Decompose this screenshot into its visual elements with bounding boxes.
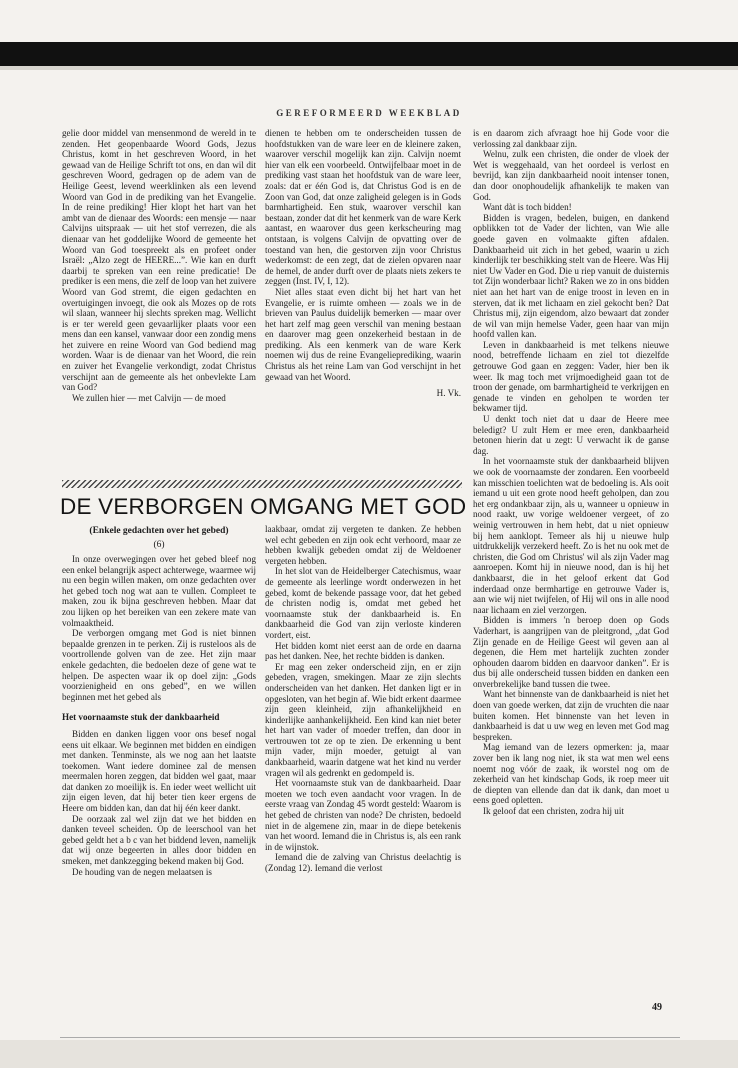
paragraph: Iemand die de zalving van Christus deelachtig is (Zondag 12). Iemand die verlost <box>265 852 461 873</box>
running-head: GEREFORMEERD WEEKBLAD <box>276 108 462 118</box>
article-column-2 <box>265 524 461 1024</box>
article-column-3 <box>473 128 669 1028</box>
paragraph: In onze overwegingen over het gebed bleef nog een enkel belangrijk aspect achterwege, waarmee wij nu een begin willen maken, om onze gedachten over het gebed toch nog wat aan te vullen. Compleet te maken, zou ik bijna geschreven hebben. Maar dat zou lijken op het bereiken van een zekere mate van volmaaktheid. <box>62 554 256 628</box>
paragraph: Leven in dankbaarheid is met telkens nieuwe nood, betreffende lichaam en ziel tot diezelfde getrouwe God gaan en zeggen: Vader, hier ben ik weer. Ik mag toch met vrijmoedigheid gaan tot de troon der genade, om barmhartigheid te verkrijgen en genade te vinden en geholpen te worden ter bekwamer tijd. <box>473 339 669 414</box>
paragraph: Er mag een zeker onderscheid zijn, en er zijn gebeden, vragen, smekingen. Maar ze zijn slechts onderscheiden van het danken. Het danken ligt er in opgesloten, van het begin af. Wie bidt erkent daarmee zijn geen kleinheid, zijn afhankelijkheid en kinderlijke aanhankelijkheid. Een kind kan niet beter het hart van vader of moeder treffen, dan door in vertrouwen tot ze op te zien. De erkenning u bent mijn vader, mijn moeder, getuigt al van dankbaarheid, waarin datgene wat het kind nu verder vragen wil als gedrenkt en gedompeld is. <box>265 661 461 778</box>
paragraph: De houding van de negen melaatsen is <box>72 866 212 877</box>
article-title: DE VERBORGEN OMGANG MET GOD <box>60 494 467 519</box>
page-number: 49 <box>652 1002 662 1013</box>
paragraph: Bidden is vragen, bedelen, buigen, en dankend opblikken tot de Vader der lichten, van Wie alle goede gaven en volmaakte giften afdalen. Dankbaarheid uit zich in het gebed, waarin u zich kinderlijk ter beschikking stelt van de Heere. Was Hij niet Uw Vader en God. Die u riep vanuit de duisternis tot Zijn wonderbaar licht? Raken we zo in ons bidden niet aan het hart van de enige troost in leven en in sterven, dat ik met lichaam en ziel gekocht ben? Dat Christus mij, zijn eigendom, alzo bewaart dat zonder de wil van mijn hemelse Vader, geen haar van mijn hoofd vallen kan. <box>473 212 669 340</box>
paragraph: dienen te hebben om te onderscheiden tussen de hoofdstukken van de ware leer en de kleinere zaken, waarover verschil mogelijk kan zijn. Calvijn noemt hier van elk een voorbeeld. Ontwijfelbaar moet in de prediking vast staan het hoofdstuk van de ware leer, zoals: dat er één God is, dat Christus God is en de Zoon van God, dat onze zaligheid gelegen is in Gods barmhartigheid. Een stuk, waarover verschil kan bestaan, zonder dat dit het kenmerk van de ware Kerk aantast, en waarover dus geen kerkscheuring mag ontstaan, is volgens Calvijn de opvatting over de toestand van hen, die gestorven zijn voor Christus wederkomst: de een zegt, dat de zielen opvaren naar de hemel, de ander durft over de plaats niets zekers te zeggen (Inst. IV, I, 12). <box>265 128 461 287</box>
paragraph: Mag iemand van de lezers opmerken: ja, maar zover ben ik lang nog niet, ik sta wat men wel eens noemt nog vóór de zaak, ik worstel nog om de zekerheid van het kindschap Gods, ik roep meer uit de diepten van ellende dan dat ik dank, dan moet u eens goed opletten. <box>473 742 669 806</box>
top-black-band <box>0 42 738 66</box>
bottom-margin <box>0 1040 738 1068</box>
paragraph: Het bidden komt niet eerst aan de orde en daarna pas het danken. Nee, het rechte bidden is danken. <box>265 640 461 662</box>
paragraph: Want het binnenste van de dankbaarheid is niet het doen van goede werken, dat zijn de vruchten die naar buiten komen. Het binnenste van het leven in dankbaarheid is dat u uw weg en leven met God mag bespreken. <box>473 689 669 742</box>
paragraph: We zullen hier — met Calvijn — de moed <box>72 392 226 403</box>
top-article-column-2 <box>265 128 461 478</box>
article-subtitle: (Enkele gedachten over het gebed) <box>89 526 229 536</box>
wavy-divider <box>62 480 462 488</box>
paragraph: Het voornaamste stuk van de dankbaarheid. Daar moeten we toch even aandacht voor vragen. In de eerste vraag van Zondag 45 wordt gesteld: Waarom is het gebed de christen van node? De christen, bedoeld niet in de algemene zin, maar in de diepe betekenis van het woord. Iemand die in Christus is, als een rank in de wijnstok. <box>265 778 461 852</box>
paragraph: Niet alles staat even dicht bij het hart van het Evangelie, er is ruimte omheen — zoals we in de brieven van Paulus duidelijk bemerken — maar over het hart zelf mag geen verschil van mening bestaan en daarover mag geen onzekerheid bestaan in de prediking. Als een kenmerk van de ware Kerk noemen wij dus de reine Evangelieprediking, waarin Christus als het reine Lam van God verschijnt in het gewaad van het Woord. <box>265 286 461 382</box>
paragraph: Welnu, zulk een christen, die onder de vloek der Wet is weggehaald, van het oordeel is verlost en bevrijd, kan zijn dankbaarheid nooit intenser tonen, dan door onophoudelijk afhankelijk te maken van God. <box>473 149 669 202</box>
article-column-1 <box>62 554 256 1024</box>
section-heading: Het voornaamste stuk der dankbaarheid <box>62 712 220 723</box>
paragraph: De oorzaak zal wel zijn dat we het bidden en danken teveel scheiden. Op de leerschool van het gebed geldt het a b c van het biddend leven, namelijk dat wij onze begeerten in alles door bidden en smeken, met dankzegging bekend maken bij God. <box>62 813 256 867</box>
paragraph: Want dàt is toch bidden! <box>483 202 572 213</box>
author-signature: H. Vk. <box>436 388 461 399</box>
paragraph: Bidden is immers 'n beroep doen op Gods Vaderhart, is aangrijpen van de pleitgrond, „dat God Zijn genade en de Heilige Geest wil geven aan al degenen, die Hem met hartelijk zuchten zonder ophouden daarom bidden en daarvoor danken”. Er is dus bij alle onderscheid tussen bidden en danken een onverbrekelijke band tussen die twee. <box>473 615 669 689</box>
paragraph: In het slot van de Heidelberger Catechismus, waar de gemeente als leerlinge wordt onderwezen in het gebed, komt de bekende passage voor, dat het gebed de christen nodig is, omdat met gebed het voornaamste stuk der dankbaarheid is. En dankbaarheid die God van zijn verloste kinderen vordert, eist. <box>265 566 461 640</box>
bottom-rule <box>60 1037 680 1038</box>
paragraph: Bidden en danken liggen voor ons besef nogal eens uit elkaar. We beginnen met bidden en eindigen met danken. Tenminste, als we nog aan het laatste toekomen. Want iedere dominee zal de mensen meermalen horen zeggen, dat bidden wel gaat, maar dat danken zo moeilijk is. En ieder weet wellicht uit zijn eigen leven, dat hij beter tien keer ergens de Heere om bidden kan, dan dat hij één keer dankt. <box>62 728 256 814</box>
paragraph: laakbaar, omdat zij vergeten te danken. Ze hebben wel echt gebeden en zijn ook echt verhoord, maar ze hebben kwalijk gebeden omdat zij de Weldoener vergeten hebben. <box>265 524 461 566</box>
paragraph: De verborgen omgang met God is niet binnen bepaalde grenzen in te perken. Zij is rusteloos als de voortrollende golven van de zee. Het zijn maar enkele gedachten, die bedoelen deze of gene wat te helpen. De aspecten waar ik op doel zijn: „Gods voorzienigheid en ons gebed”, en we willen beginnen met het gebed als <box>62 628 256 702</box>
top-article-column-1 <box>62 128 256 476</box>
paragraph: Ik geloof dat een christen, zodra hij uit <box>483 806 624 816</box>
paragraph: gelie door middel van mensenmond de wereld in te zenden. Het geopenbaarde Woord Gods, Jezus Christus, komt in het geschreven Woord, in het gewaad van de Heilige Schrift tot ons, en dan wil dit geschreven Woord, gedragen op de adem van de Heilige Geest, levend weerklinken als een levend Woord van God in de prediking van het Evangelie. In de reine prediking! Hier klopt het hart van het ambt van de dienaar des Woords: een mensje — naar Calvijns uitspraak — uit het stof verrezen, die als dienaar van het goddelijke Woord de gemeente het Woord van God toespreekt als en profeet onder Israël: „Alzo zegt de HEERE...”. Wie kan en durft daarbij te spreken van een reine predicatie! De prediker is een mens, die zelf de loop van het zuivere Woord van God stremt, die eigen gedachten en overtuigingen invoegt, die ook als Mozes op de rots wil slaan, wanneer hij slechts spreken mag. Wellicht is er ter wereld geen gevaarlijker plaats voor een mens dan een kansel, vanwaar door een zondig mens het zuivere en reine Woord van God bediend mag worden. Waar is de dienaar van het Woord, die rein en zuiver het Evangelie verkondigt, zodat Christus verschijnt aan de gemeente als het onbevlekte Lam van God? <box>62 128 256 393</box>
paragraph: U denkt toch niet dat u daar de Heere mee beledigt? U zult Hem er mee eren, dankbaarheid betonen hierin dat u zegt: U verwacht ik de ganse dag. <box>473 414 669 456</box>
top-band-edge <box>0 66 738 70</box>
paragraph: is en daarom zich afvraagt hoe hij Gode voor die verlossing zal dankbaar zijn. <box>473 128 669 149</box>
article-part-number: (6) <box>153 540 165 550</box>
paragraph: In het voornaamste stuk der dankbaarheid blijven we ook de voornaamste der zondaren. Een voorbeeld kan misschien toelichten wat de bedoeling is. Als ooit iemand u uit een grote nood heeft geholpen, dan zou het erg ondankbaar zijn, als u, wanneer u opnieuw in nood raakt, uw vorige weldoener vergeet, of zo weinig vertrouwen in hem hebt, dat u niet opnieuw bij hem aanklopt. Temeer als hij u nieuwe hulp uitdrukkelijk verzekerd heeft. Zo is het nu ook met de christen, die God om Christus' wil als zijn Vader mag aanroepen. Komt hij in nieuwe nood, dan is hij het dankbaarst, die in het geloof erkent dat God inderdaad onze bermhartige en getrouwe Vader is, aan wie wij niet twijfelen, of Hij wil ons in alle nood naar lichaam en ziel verzorgen. <box>473 456 669 615</box>
